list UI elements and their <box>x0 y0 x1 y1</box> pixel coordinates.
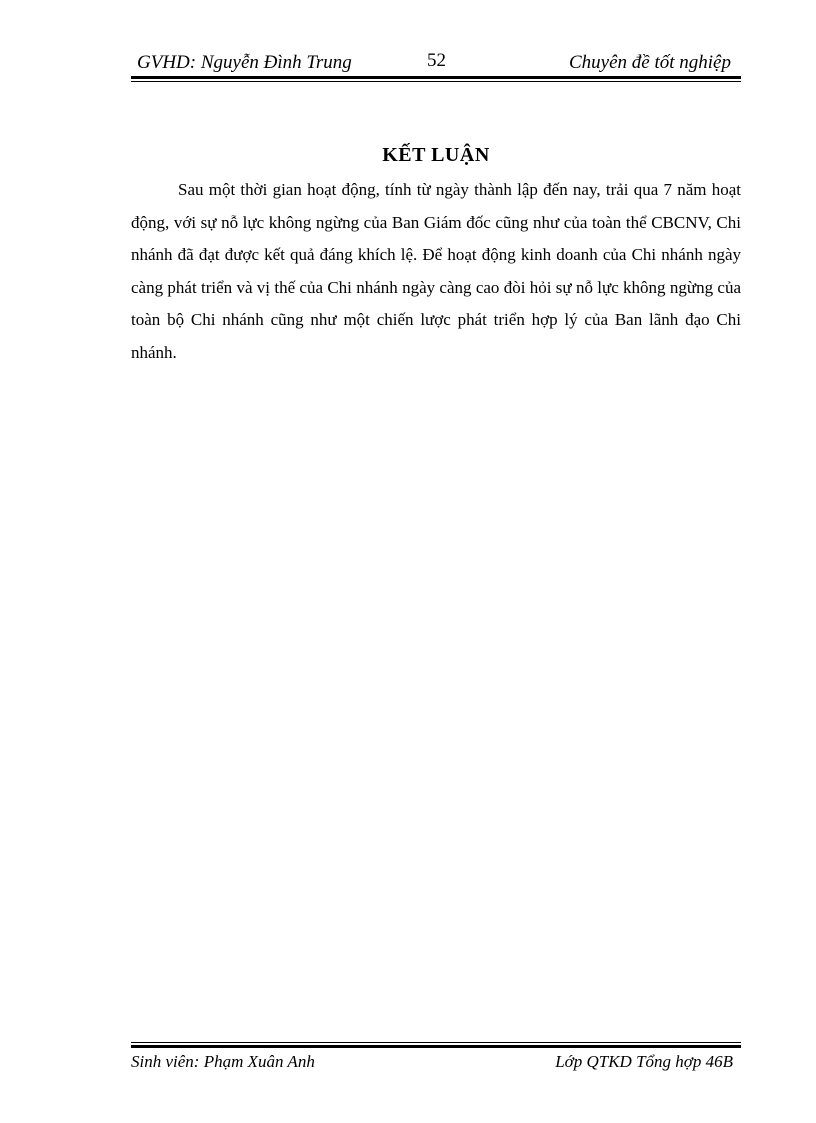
header-advisor: GVHD: Nguyễn Đình Trung <box>137 52 352 73</box>
footer-class: Lớp QTKD Tổng hợp 46B <box>555 1052 733 1071</box>
page-header <box>131 50 741 78</box>
footer-student: Sinh viên: Phạm Xuân Anh <box>131 1052 315 1071</box>
header-page-number: 52 <box>427 50 446 71</box>
page-footer <box>131 1052 741 1078</box>
header-rule-thick <box>131 76 741 79</box>
body-paragraph: Sau một thời gian hoạt động, tính từ ngày thành lập đến nay, trải qua 7 năm hoạt động, với sự nỗ lực không ngừng của Ban Giám đốc cũng như của toàn thể CBCNV, Chi nhánh đã đạt được kết quả đáng khích lệ. Để hoạt động kinh doanh của Chi nhánh ngày càng phát triển và vị thế của Chi nhánh ngày càng cao đòi hỏi sự nỗ lực không ngừng của toàn bộ Chi nhánh cũng như một chiến lược phát triển hợp lý của Ban lãnh đạo Chi nhánh. <box>131 180 741 362</box>
footer-rule-thick <box>131 1045 741 1048</box>
section-title: KẾT LUẬN <box>382 144 490 166</box>
header-document-type: Chuyên đề tốt nghiệp <box>569 52 731 73</box>
footer-rule-thin <box>131 1042 741 1043</box>
header-rule-thin <box>131 81 741 82</box>
